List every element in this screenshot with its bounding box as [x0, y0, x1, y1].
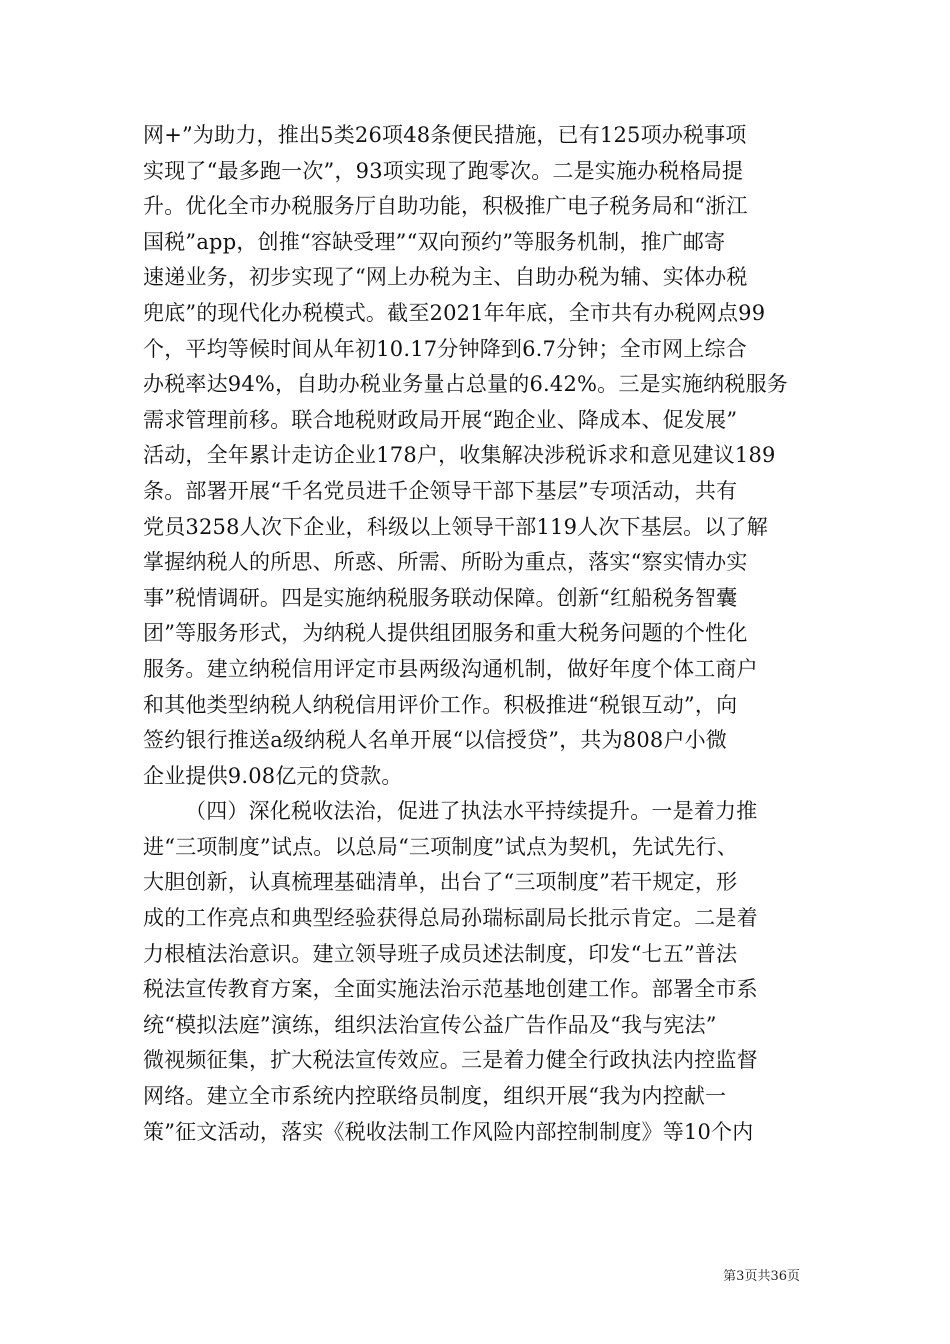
text-line: 网+”为助力，推出5类26项48条便民措施，已有125项办税事项: [143, 123, 747, 147]
text-line: 大胆创新，认真梳理基础清单，出台了“三项制度”若干规定，形: [143, 870, 738, 895]
text-line: 国税”app，创推“容缺受理”“双向预约”等服务机制，推广邮寄: [143, 229, 726, 254]
text-line: 党员3258人次下企业，科级以上领导干部119人次下基层。以了解: [143, 514, 768, 539]
body-text: [143, 118, 811, 1150]
text-line: 微视频征集，扩大税法宣传效应。三是着力健全行政执法内控监督: [143, 1048, 758, 1073]
text-line: 签约银行推送a级纳税人名单开展“以信授贷”，共为808户小微: [143, 728, 728, 753]
text-line: 条。部署开展“千名党员进千企领导干部下基层”专项活动，共有: [143, 478, 738, 503]
text-line: 个，平均等候时间从年初10.17分钟降到6.7分钟；全市网上综合: [143, 336, 747, 361]
text-line: 升。优化全市办税服务厅自助功能，积极推广电子税务局和“浙江: [143, 194, 748, 219]
text-line: 掌握纳税人的所思、所惑、所需、所盼为重点，落实“察实情办实: [143, 550, 748, 575]
text-line: 税法宣传教育方案，全面实施法治示范基地创建工作。部署全市系: [143, 977, 758, 1002]
text-line: 企业提供9.08亿元的贷款。: [143, 763, 403, 788]
text-line: 进“三项制度”试点。以总局“三项制度”试点为契机，先试先行、: [143, 834, 738, 859]
text-line: 统“模拟法庭”演练，组织法治宣传公益广告作品及“我与宪法”: [143, 1012, 717, 1037]
text-line: 活动，全年累计走访企业178户，收集解决涉税诉求和意见建议189: [143, 443, 776, 468]
section-heading-line: （四）深化税收法治，促进了执法水平持续提升。一是着力推: [185, 799, 758, 824]
text-line: 服务。建立纳税信用评定市县两级沟通机制，做好年度个体工商户: [143, 656, 758, 681]
text-line: 网络。建立全市系统内控联络员制度，组织开展“我为内控献一: [143, 1084, 727, 1109]
text-line: 和其他类型纳税人纳税信用评价工作。积极推进“税银互动”，向: [143, 692, 738, 717]
text-line: 团”等服务形式，为纳税人提供组团服务和重大税务问题的个性化: [143, 621, 748, 646]
text-line: 力根植法治意识。建立领导班子成员述法制度，印发“七五”普法: [143, 941, 738, 966]
text-line: 策”征文活动，落实《税收法制工作风险内部控制制度》等10个内: [143, 1119, 754, 1144]
text-line: 事”税情调研。四是实施纳税服务联动保障。创新“红船税务智囊: [143, 585, 738, 610]
text-line: 速递业务，初步实现了“网上办税为主、自助办税为辅、实体办税: [143, 265, 748, 290]
text-line: 实现了“最多跑一次”，93项实现了跑零次。二是实施办税格局提: [143, 158, 744, 183]
text-line: 需求管理前移。联合地税财政局开展“跑企业、降成本、促发展”: [143, 407, 738, 432]
text-line: 办税率达94%，自助办税业务量占总量的6.42%。三是实施纳税服务: [143, 372, 788, 397]
text-line: 兜底”的现代化办税模式。截至2021年年底，全市共有办税网点99: [143, 300, 766, 325]
text-line: 成的工作亮点和典型经验获得总局孙瑞标副局长批示肯定。二是着: [143, 906, 758, 931]
page-number: 第3页共36页: [723, 1269, 800, 1284]
